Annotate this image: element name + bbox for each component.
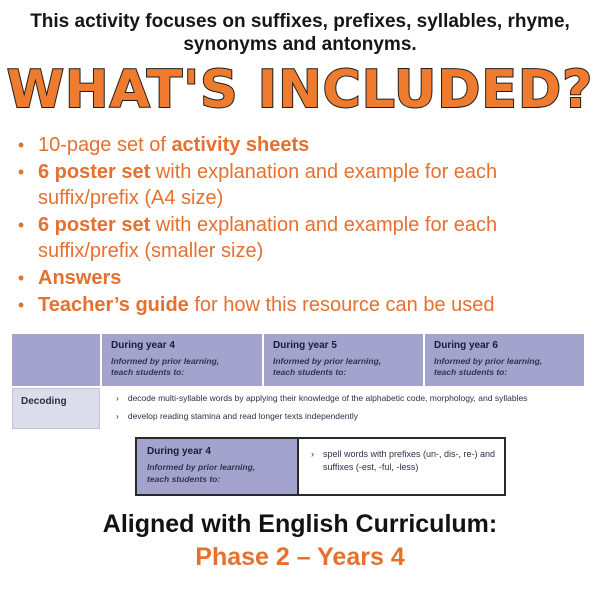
- header-cell-year6: [425, 334, 584, 387]
- list-item-text: [38, 132, 516, 158]
- bullet-icon: •: [17, 134, 25, 155]
- item-text-bold: activity sheets: [171, 133, 310, 156]
- item-text-post: with explanation and example for each suffix/prefix (smaller size): [38, 213, 498, 262]
- header-cell-year4: [102, 334, 262, 387]
- phase-years-text: Phase 2 – Years 4: [195, 542, 405, 571]
- header-cell-year5: [264, 334, 423, 387]
- aligned-curriculum-text: Aligned with English Curriculum:: [102, 510, 498, 539]
- header-cell-empty: [12, 334, 100, 387]
- row-item-text: decode multi-syllable words by applying their knowledge of the alphabetic code, morphology, and syllables: [127, 393, 528, 404]
- spelling-table-content-cell: [299, 439, 504, 494]
- list-item-text: [38, 159, 516, 211]
- list-item: [14, 212, 600, 264]
- bullet-icon: •: [17, 294, 25, 315]
- chevron-bullet-icon: ›: [116, 393, 119, 404]
- chevron-bullet-icon: ›: [311, 449, 314, 460]
- row-item-text: spell words with prefixes (un-, dis-, re-) and suffixes (-est, -ful, -less): [323, 449, 496, 473]
- column-subtitle: Informed by prior learning, teach students to:: [111, 355, 220, 378]
- list-item: [14, 159, 600, 211]
- curriculum-table-header: [12, 334, 584, 387]
- column-subtitle: Informed by prior learning, teach students to:: [273, 355, 382, 378]
- column-subtitle: Informed by prior learning, teach students to:: [434, 355, 543, 378]
- item-text-bold: 6 poster set: [38, 213, 151, 236]
- whats-included-heading: WHAT'S INCLUDED?: [6, 60, 594, 121]
- row-bullet-item: [116, 393, 584, 404]
- spelling-table: [135, 437, 506, 496]
- item-text-pre: 10-page set of: [38, 133, 172, 156]
- chevron-bullet-icon: ›: [116, 411, 119, 422]
- intro-text: This activity focuses on suffixes, prefixes, syllables, rhyme, synonyms and antonyms.: [30, 11, 570, 56]
- bullet-icon: •: [17, 161, 25, 182]
- row-content: [102, 388, 584, 429]
- list-item-text: [38, 212, 516, 264]
- list-item: [14, 292, 600, 318]
- flyer-page: [0, 10, 600, 600]
- item-text-bold: 6 poster set: [38, 160, 151, 183]
- curriculum-table-row: [12, 388, 584, 429]
- item-text-bold: Answers: [38, 266, 122, 289]
- item-text-bold: Teacher’s guide: [38, 293, 189, 316]
- column-title: During year 4: [111, 339, 175, 351]
- row-bullet-item: [311, 448, 496, 474]
- list-item: [14, 265, 600, 291]
- column-subtitle: Informed by prior learning, teach students to:: [147, 462, 256, 485]
- item-text-post: for how this resource can be used: [188, 293, 495, 316]
- column-title: During year 5: [273, 339, 337, 351]
- row-item-text: develop reading stamina and read longer texts independently: [127, 411, 358, 422]
- row-label-decoding: Decoding: [12, 388, 100, 429]
- row-bullet-item: [116, 411, 584, 422]
- column-title: During year 6: [434, 339, 498, 351]
- item-text-post: with explanation and example for each suffix/prefix (A4 size): [38, 160, 498, 209]
- curriculum-table: [12, 334, 584, 430]
- list-item: [14, 132, 600, 158]
- bullet-icon: •: [17, 214, 25, 235]
- spelling-table-header-cell: [137, 439, 299, 494]
- footer: [0, 510, 600, 572]
- column-title: During year 4: [147, 446, 211, 458]
- list-item-text: [38, 265, 516, 291]
- bullet-icon: •: [17, 267, 25, 288]
- list-item-text: [38, 292, 516, 318]
- included-list: [14, 132, 600, 318]
